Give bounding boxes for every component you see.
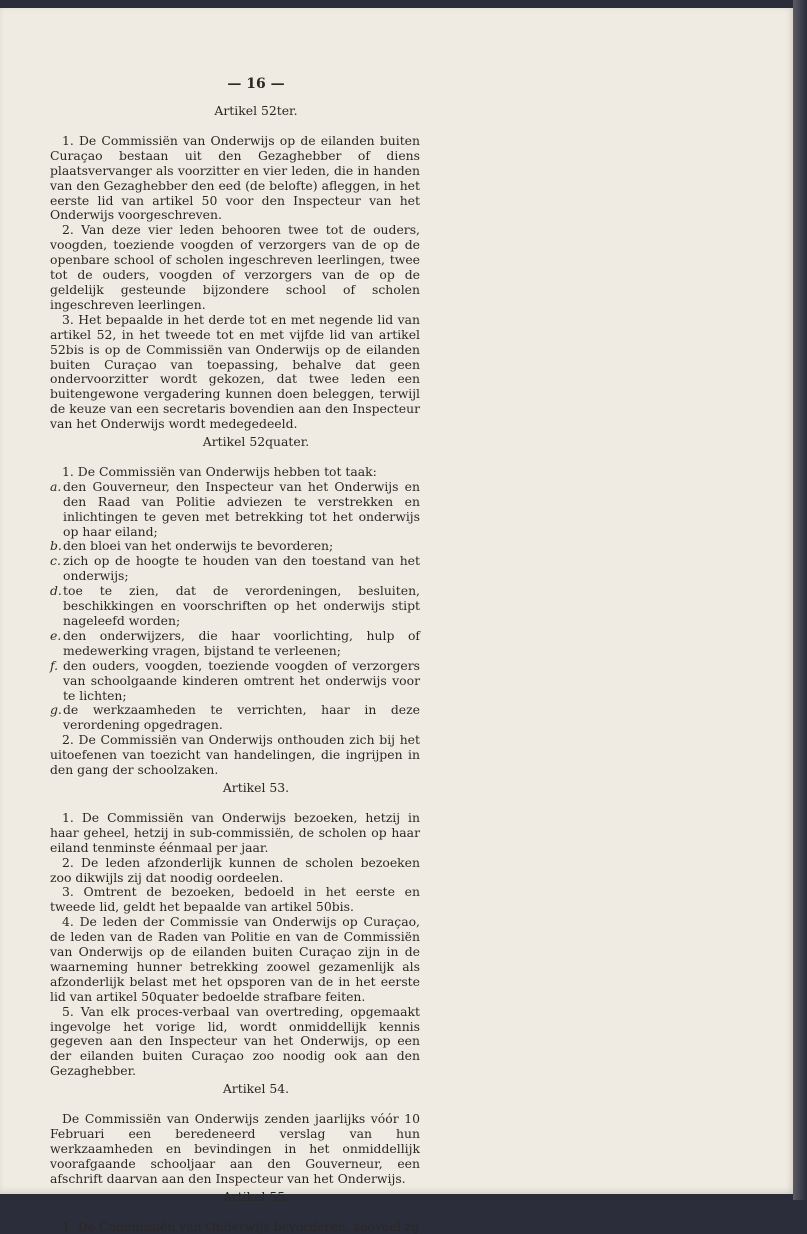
art53-par-5: 5. Van elk proces-verbaal van overtreding, opgemaakt ingevolge het vorige lid, wordt onmiddellijk kennis gegeven aan den Inspecteur van het Onderwijs, op een der eilanden buiten Curaçao zoo noodig ook aan den Gezaghebber. xyxy=(50,1003,420,1079)
list-item-label: g. xyxy=(50,702,62,718)
list-item-label: b. xyxy=(50,538,62,554)
list-item-label: a. xyxy=(50,478,62,494)
list-item-text: de werkzaamheden te verrichten, haar in deze verordening opgedragen. xyxy=(63,702,420,733)
list-item xyxy=(50,584,420,629)
list-item-text: den ouders, voogden, toeziende voogden of verzorgers van schoolgaande kinderen omtrent het onderwijs voor te lichten; xyxy=(63,657,420,703)
heading-artikel-53: Artikel 53. xyxy=(222,779,290,795)
list-item xyxy=(50,629,420,659)
list-item-text: den bloei van het onderwijs te bevorderen; xyxy=(63,538,334,554)
heading-artikel-52ter: Artikel 52ter. xyxy=(214,103,298,118)
list-item-label: e. xyxy=(50,627,62,643)
art52quater-par-2: 2. De Commissiën van Onderwijs onthouden zich bij het uitoefenen van toezicht van handelingen, die ingrijpen in den gang der schoolzaken. xyxy=(50,732,420,778)
art54-par-1: De Commissiën van Onderwijs zenden jaarlijks vóór 10 Februari een beredeneerd verslag van hun werkzaamheden en bevindingen in het onmiddellijk voorafgaande schooljaar aan den Gouverneur, een afschrift daarvan aan den Inspecteur van het Onderwijs. xyxy=(50,1111,420,1186)
heading-artikel-52quater: Artikel 52quater. xyxy=(202,434,310,450)
list-item xyxy=(50,480,420,540)
list-item xyxy=(50,659,420,704)
heading-artikel-55: Artikel 55. xyxy=(222,1188,290,1204)
document-page xyxy=(0,8,793,1234)
list-item-label: c. xyxy=(50,553,61,569)
heading-artikel-54: Artikel 54. xyxy=(222,1081,290,1097)
list-item-text: den Gouverneur, den Inspecteur van het Onderwijs en den Raad van Politie adviezen te verstrekken en inlichtingen te geven met betrekking tot het onderwijs op haar eiland; xyxy=(63,478,420,539)
list-item xyxy=(50,703,420,733)
art53-par-1: 1. De Commissiën van Onderwijs bezoeken, hetzij in haar geheel, hetzij in sub-commissiën, de scholen op haar eiland tenminste éénmaal per jaar. xyxy=(50,809,420,855)
list-item-label: d. xyxy=(50,583,62,599)
art53-par-4: 4. De leden der Commissie van Onderwijs op Curaçao, de leden van de Raden van Politie en van de Commissiën van Onderwijs op de eilanden buiten Curaçao zijn in de waarneming hunner betrekking zoowel gezamenlijk als afzonderlijk belast met het opsporen van de in het eerste lid van artikel 50quater bedoelde strafbare feiten. xyxy=(50,914,420,1004)
art52ter-par-1: 1. De Commissiën van Onderwijs op de eilanden buiten Curaçao bestaan uit den Gezaghebber of diens plaatsvervanger als voorzitter en vier leden, die in handen van den Gezaghebber den eed (de belofte) afleggen, in het eerste lid van artikel 50 voor den Inspecteur van het Onderwijs voorgeschreven. xyxy=(50,132,420,223)
art52ter-par-2: 2. Van deze vier leden behooren twee tot de ouders, voogden, toeziende voogden of verzorgers van de op de openbare school of scholen ingeschreven leerlingen, twee tot de ouders, voogden of verzorgers van de op de geldelijk gesteunde bijzondere school of scholen ingeschreven leerlingen. xyxy=(50,222,420,312)
list-item-text: toe te zien, dat de verordeningen, besluiten, beschikkingen en voorschriften op het onderwijs stipt nageleefd worden; xyxy=(63,583,420,628)
art52ter-par-3: 3. Het bepaalde in het derde tot en met negende lid van artikel 52, in het tweede tot en met vijfde lid van artikel 52bis is op de Commissiën van Onderwijs op de eilanden buiten Curaçao van toepassing, behalve dat geen ondervoorzitter wordt gekozen, dat twee leden een buitengewone vergadering kunnen doen beleggen, terwijl de keuze van een secretaris bovendien aan den Inspecteur van het Onderwijs wordt medegedeeld. xyxy=(50,311,420,432)
page-text xyxy=(50,76,420,1234)
list-item xyxy=(50,554,420,584)
list-item-text: zich op de hoogte te houden van den toestand van het onderwijs; xyxy=(63,553,420,584)
art55-par-1: 1. De Commissiën van Onderwijs bevorderen, zooveel zij xyxy=(62,1218,420,1234)
art52quater-intro: 1. De Commissiën van Onderwijs hebben tot taak: xyxy=(62,463,377,479)
art53-par-2: 2. De leden afzonderlijk kunnen de scholen bezoeken zoo dikwijls zij dat noodig oordeelen. xyxy=(50,854,420,885)
list-item-text: den onderwijzers, die haar voorlichting, hulp of medewerking vragen, bijstand te verleenen; xyxy=(63,627,420,658)
list-item xyxy=(50,539,420,554)
page-number: — 16 — xyxy=(227,76,285,92)
page-edge-shadow xyxy=(793,0,807,1200)
art53-par-3: 3. Omtrent de bezoeken, bedoeld in het eerste en tweede lid, geldt het bepaalde van artikel 50bis. xyxy=(50,884,420,915)
list-item-label: f. xyxy=(50,657,59,673)
